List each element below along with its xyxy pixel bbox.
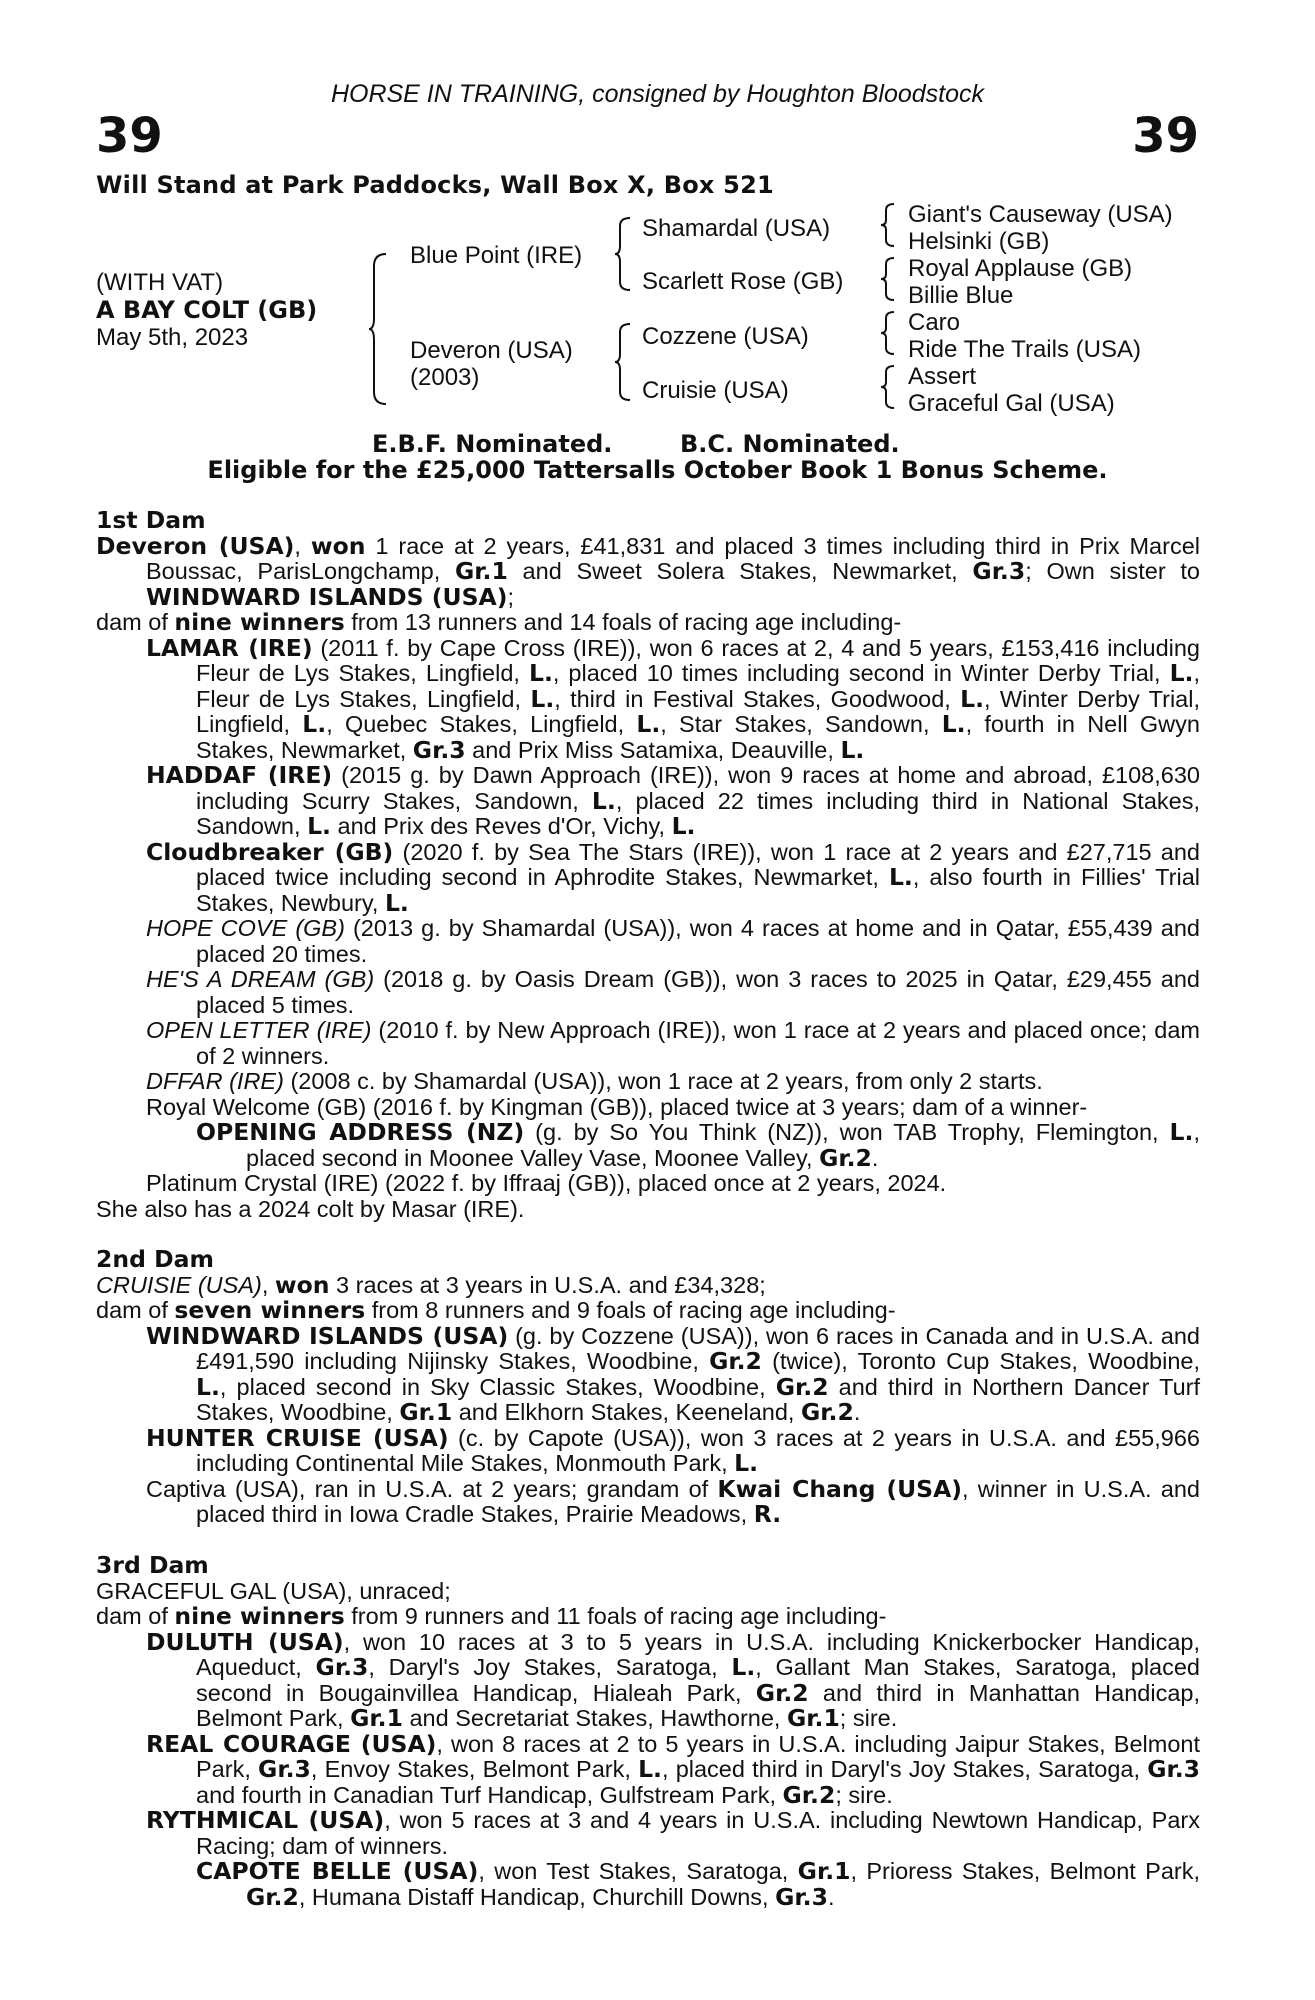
sire-dam-dam: Billie Blue — [908, 282, 1014, 309]
produce-entry: REAL COURAGE (USA), won 8 races at 2 to 5 years in U.S.A. including Jaipur Stakes, Belmont Park, Gr.3, Envoy Stakes, Belmont Park, L., placed third in Daryl's Joy Stakes, Saratoga, Gr.3 and fourth in Canadian Turf Handicap, Gulfstream Park, Gr.2; sire. — [146, 1729, 1201, 1809]
produce-entry: OPENING ADDRESS (NZ) (g. by So You Think (NZ)), won TAB Trophy, Flemington, L., placed second in Moonee Valley Vase, Moonee Valley, Gr.2. — [196, 1118, 1200, 1172]
dam-paragraph: GRACEFUL GAL (USA), unraced; — [96, 1577, 451, 1604]
section-title: 3rd Dam — [96, 1551, 209, 1579]
produce-entry: HUNTER CRUISE (USA) (c. by Capote (USA)), won 3 races at 2 years in U.S.A. and £55,966 including Continental Mile Stakes, Monmouth Park, L. — [146, 1423, 1200, 1477]
dam-year: (2003) — [410, 364, 480, 391]
produce-entry: CAPOTE BELLE (USA), won Test Stakes, Saratoga, Gr.1, Prioress Stakes, Belmont Park, Gr.2, Humana Distaff Handicap, Churchill Downs, Gr.3. — [196, 1857, 1200, 1911]
foaling-date: May 5th, 2023 — [96, 324, 249, 351]
produce-entry: LAMAR (IRE) (2011 f. by Cape Cross (IRE)), won 6 races at 2, 4 and 5 years, £153,416 including Fleur de Lys Stakes, Lingfield, L., placed 10 times including second in Winter Derby Trial, L., Fleur de Lys Stakes, Lingfield, L., third in Festival Stakes, Goodwood, L., Winter Derby Trial, Lingfield, L., Quebec Stakes, Lingfield, L., Star Stakes, Sandown, L., fourth in Nell Gwyn Stakes, Newmarket, Gr.3 and Prix Miss Satamixa, Deauville, L. — [146, 633, 1200, 764]
second-dam-section — [96, 1247, 1200, 1528]
brace-icon — [368, 252, 390, 406]
third-dam-section — [96, 1553, 1200, 1910]
produce-intro: dam of nine winners from 9 runners and 11 foals of racing age including- — [96, 1602, 887, 1630]
produce-note: She also has a 2024 colt by Masar (IRE). — [96, 1195, 525, 1222]
sire-dam-sire: Royal Applause (GB) — [908, 255, 1133, 282]
sire-sire-dam: Helsinki (GB) — [908, 228, 1050, 255]
dam-dam: Cruisie (USA) — [642, 377, 789, 404]
dam-sire-sire: Caro — [908, 309, 961, 336]
section-title: 1st Dam — [96, 506, 206, 534]
dam-sire: Cozzene (USA) — [642, 323, 809, 350]
lot-number-right: 39 — [1132, 108, 1199, 164]
brace-icon — [614, 322, 634, 402]
dam-paragraph: Deveron (USA), won 1 race at 2 years, £41,831 and placed 3 times including third in Prix Marcel Boussac, ParisLongchamp, Gr.1 and Sweet Solera Stakes, Newmarket, Gr.3; Own sister to WINDWARD ISLANDS (USA); — [96, 531, 1201, 611]
dam-dam-dam: Graceful Gal (USA) — [908, 390, 1115, 417]
lot-number-left: 39 — [96, 108, 163, 164]
sire-dam: Scarlett Rose (GB) — [642, 268, 844, 295]
produce-entry: Platinum Crystal (IRE) (2022 f. by Iffraaj (GB)), placed once at 2 years, 2024. — [146, 1170, 947, 1196]
brace-icon — [880, 364, 898, 410]
dam-name: Deveron (USA) — [410, 337, 573, 364]
bc-nominated: B.C. Nominated. — [680, 430, 900, 458]
sire-name: Blue Point (IRE) — [410, 242, 583, 269]
vat-note: (WITH VAT) — [96, 269, 224, 296]
ebf-nominated: E.B.F. Nominated. — [372, 430, 613, 458]
produce-intro: dam of nine winners from 13 runners and 14 foals of racing age including- — [96, 608, 902, 636]
produce-entry: HOPE COVE (GB) (2013 g. by Shamardal (USA)), won 4 races at home and in Qatar, £55,439 and placed 20 times. — [146, 915, 1200, 967]
produce-entry: DULUTH (USA), won 10 races at 3 to 5 years in U.S.A. including Knickerbocker Handicap, Aqueduct, Gr.3, Daryl's Joy Stakes, Saratoga, L., Gallant Man Stakes, Saratoga, placed second in Bougainvillea Handicap, Hialeah Park, Gr.2 and third in Manhattan Handicap, Belmont Park, Gr.1 and Secretariat Stakes, Hawthorne, Gr.1; sire. — [146, 1627, 1201, 1732]
produce-entry: Royal Welcome (GB) (2016 f. by Kingman (GB)), placed twice at 3 years; dam of a winner- — [146, 1093, 1088, 1120]
produce-entry: RYTHMICAL (USA), won 5 races at 3 and 4 years in U.S.A. including Newtown Handicap, Parx Racing; dam of winners. — [146, 1806, 1200, 1859]
brace-icon — [880, 310, 898, 356]
stand-location: Will Stand at Park Paddocks, Wall Box X, Box 521 — [96, 171, 774, 199]
sire-sire-sire: Giant's Causeway (USA) — [908, 201, 1173, 228]
sire-sire: Shamardal (USA) — [642, 215, 831, 242]
produce-entry: Cloudbreaker (GB) (2020 f. by Sea The Stars (IRE)), won 1 race at 2 years and £27,715 and placed twice including second in Aphrodite Stakes, Newmarket, L., also fourth in Fillies' Trial Stakes, Newbury, L. — [146, 837, 1201, 917]
produce-entry: WINDWARD ISLANDS (USA) (g. by Cozzene (USA)), won 6 races in Canada and in U.S.A. and £491,590 including Nijinsky Stakes, Woodbine, Gr.2 (twice), Toronto Cup Stakes, Woodbine, L., placed second in Sky Classic Stakes, Woodbine, Gr.2 and third in Northern Dancer Turf Stakes, Woodbine, Gr.1 and Elkhorn Stakes, Keeneland, Gr.2. — [146, 1321, 1201, 1426]
produce-entry: OPEN LETTER (IRE) (2010 f. by New Approach (IRE)), won 1 race at 2 years and placed once; dam of 2 winners. — [146, 1017, 1200, 1069]
horse-name: A BAY COLT (GB) — [96, 296, 318, 324]
section-title: 2nd Dam — [96, 1245, 214, 1273]
produce-intro: dam of seven winners from 8 runners and 9 foals of racing age including- — [96, 1296, 896, 1324]
dam-paragraph: CRUISIE (USA), won 3 races at 3 years in U.S.A. and £34,328; — [96, 1270, 766, 1299]
brace-icon — [614, 216, 634, 292]
produce-entry: Captiva (USA), ran in U.S.A. at 2 years; grandam of Kwai Chang (USA), winner in U.S.A. and placed third in Iowa Cradle Stakes, Prairie Meadows, R. — [146, 1474, 1200, 1528]
produce-entry: HE'S A DREAM (GB) (2018 g. by Oasis Dream (GB)), won 3 races to 2025 in Qatar, £29,455 and placed 5 times. — [146, 966, 1200, 1018]
dam-sire-dam: Ride The Trails (USA) — [908, 336, 1141, 363]
first-dam-section — [96, 508, 1200, 1222]
bonus-eligibility: Eligible for the £25,000 Tattersalls October Book 1 Bonus Scheme. — [207, 456, 1108, 484]
consignment-line: HORSE IN TRAINING, consigned by Houghton Bloodstock — [330, 80, 985, 108]
brace-icon — [880, 202, 898, 248]
dam-dam-sire: Assert — [908, 363, 977, 390]
produce-entry: DFFAR (IRE) (2008 c. by Shamardal (USA)), won 1 race at 2 years, from only 2 starts. — [146, 1068, 1043, 1094]
produce-entry: HADDAF (IRE) (2015 g. by Dawn Approach (IRE)), won 9 races at home and abroad, £108,630 including Scurry Stakes, Sandown, L., placed 22 times including third in National Stakes, Sandown, L. and Prix des Reves d'Or, Vichy, L. — [146, 761, 1200, 840]
brace-icon — [880, 256, 898, 302]
